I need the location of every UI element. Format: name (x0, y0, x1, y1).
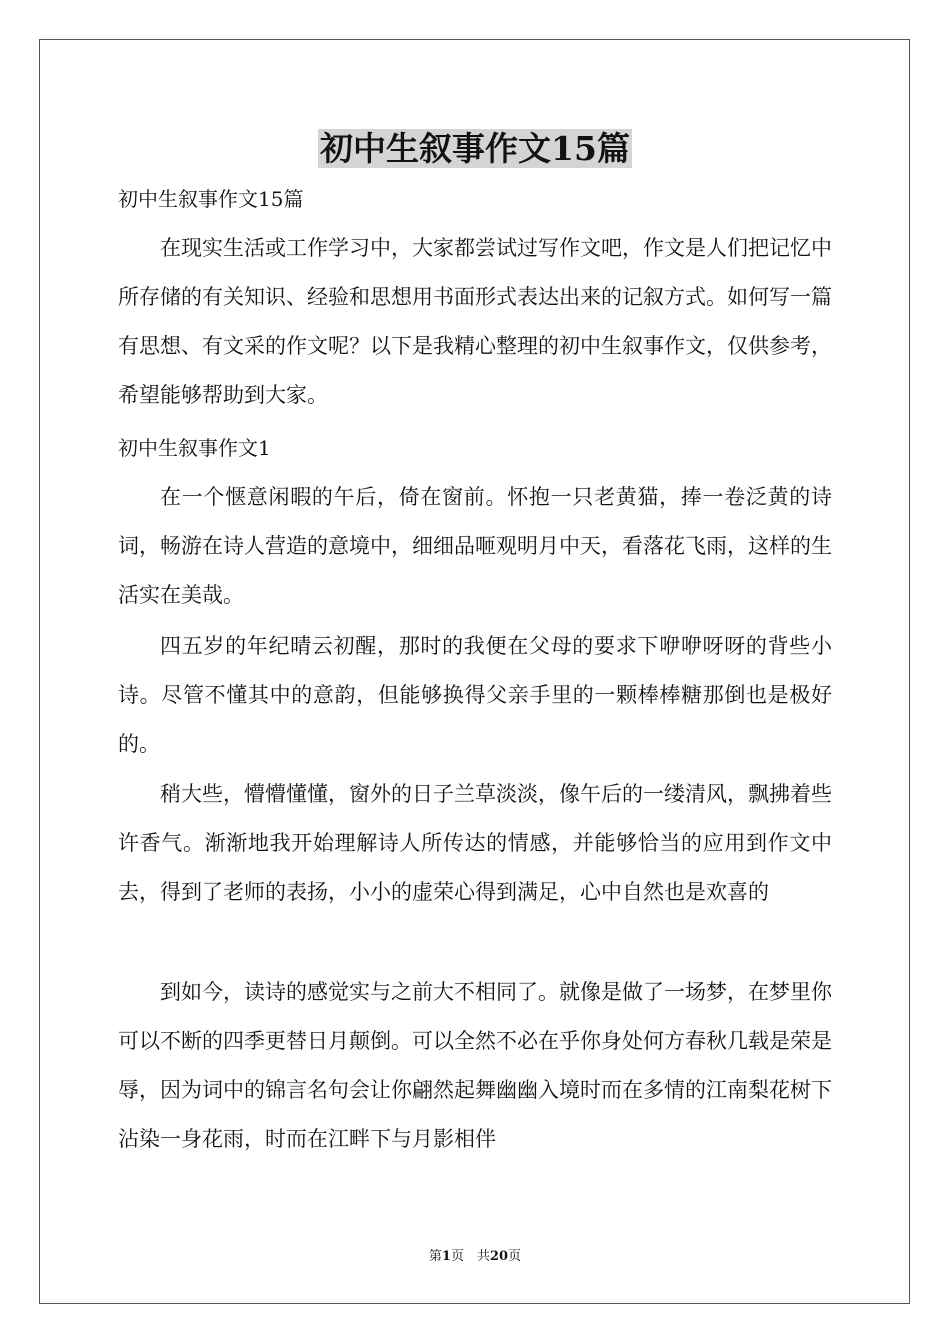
footer-prefix: 第 (428, 1249, 442, 1264)
body-paragraph-4: 到如今，读诗的感觉实与之前大不相同了。就像是做了一场梦，在梦里你可以不断的四季更替日月颠倒。可以全然不必在乎你身处何方春秋几载是荣是辱，因为词中的锦言名句会让你翩然起舞幽幽入境时而在多情的江南梨花树下沾染一身花雨，时而在江畔下与月影相伴 (118, 980, 832, 1151)
document-title (0, 126, 950, 172)
body-paragraph-3: 稍大些，懵懵懂懂，窗外的日子兰草淡淡，像午后的一缕清风，飘拂着些许香气。渐渐地我开始理解诗人所传达的情感，并能够恰当的应用到作文中去，得到了老师的表扬，小小的虚荣心得到满足，心中自然也是欢喜的 (118, 782, 832, 904)
page-footer (0, 1248, 950, 1266)
intro-paragraph: 在现实生活或工作学习中，大家都尝试过写作文吧，作文是人们把记忆中所存储的有关知识、经验和思想用书面形式表达出来的记叙方式。如何写一篇有思想、有文采的作文呢？以下是我精心整理的初中生叙事作文，仅供参考，希望能够帮助到大家。 (118, 236, 832, 407)
document-subtitle: 初中生叙事作文15篇 (118, 187, 304, 211)
body-paragraph-2: 四五岁的年纪晴云初醒，那时的我便在父母的要求下咿咿呀呀的背些小诗。尽管不懂其中的意韵，但能够换得父亲手里的一颗棒棒糖那倒也是极好的。 (118, 634, 832, 756)
footer-page-total: 20 (489, 1249, 509, 1264)
document-title-text: 初中生叙事作文15篇 (320, 129, 630, 168)
footer-suffix: 页 (508, 1249, 522, 1264)
footer-mid: 页 共 (450, 1249, 490, 1264)
footer-page-current: 1 (441, 1249, 451, 1264)
body-paragraph-1: 在一个惬意闲暇的午后，倚在窗前。怀抱一只老黄猫，捧一卷泛黄的诗词，畅游在诗人营造的意境中，细细品咂观明月中天，看落花飞雨，这样的生活实在美哉。 (118, 485, 832, 607)
section-heading: 初中生叙事作文1 (118, 436, 271, 460)
